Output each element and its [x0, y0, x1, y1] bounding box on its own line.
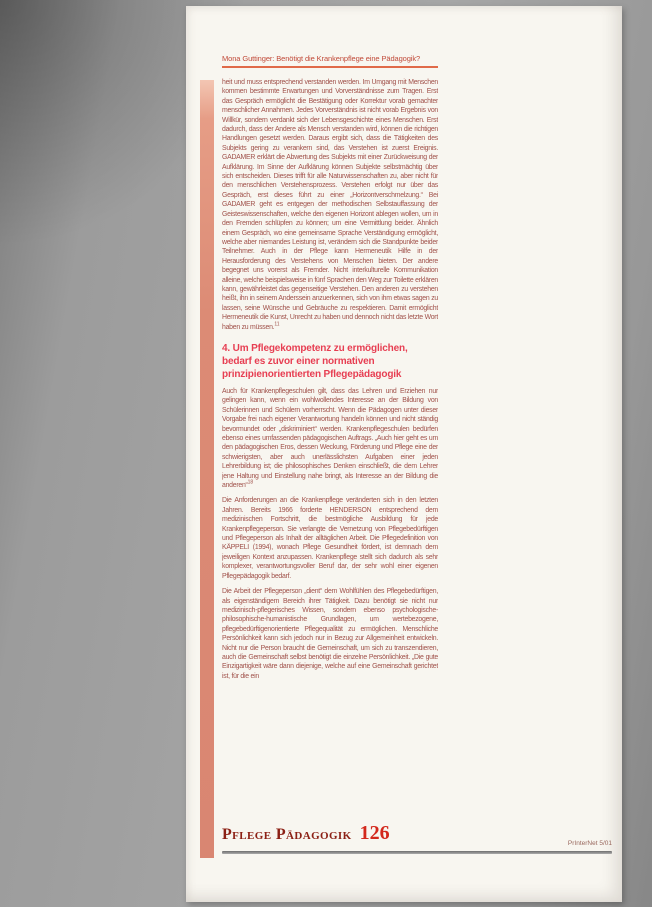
footnote-ref: 18 [247, 479, 254, 486]
running-header: Mona Guttinger: Benötigt die Krankenpflege eine Pädagogik? [222, 54, 438, 68]
page-number: 126 [359, 822, 390, 844]
footer-issue-label: PrInterNet 5/01 [567, 840, 612, 847]
body-paragraph-hermeneutics [222, 78, 438, 332]
article-body [222, 78, 438, 826]
body-paragraph-requirements: Die Anforderungen an die Krankenpflege veränderten sich in den letzten Jahren. Bereits 1966 forderte HENDERSON entsprechend dem medizinischen Fortschritt, die bestmögliche Ausbildung für jede Krankenpflegeperson. Sie verlangte die Vernetzung von Pflegebedürftigen und Pflegeperson als Inhalt der alltäglichen Arbeit. Die Pflegedefinition von KÄPPELI (1994), wonach Pflege Gesundheit fördert, ist demnach dem jeweiligen Kontext anzupassen. Krankenpflege stellt sich dadurch als sehr komplexer, verantwortungsvoller Beruf dar, der sehr wohl einer eigenen Pflegepädagogik bedarf. [222, 497, 438, 580]
document-page [186, 6, 622, 902]
accent-bar [200, 80, 214, 858]
section-heading: 4. Um Pflegekompetenz zu ermöglichen, bedarf es zuvor einer normativen prinzipienorientierten Pflegepädagogik [222, 342, 408, 380]
journal-name: Pflege Pädagogik [222, 826, 352, 843]
footnote-ref: 11 [274, 321, 280, 328]
footer-journal-title [222, 822, 390, 845]
body-paragraph-nursing-schools [222, 387, 438, 490]
paragraph-text: Auch für Krankenpflegeschulen gilt, dass das Lehren und Erziehen nur gelingen kann, wenn ein wohlwollendes Interesse an der Bildung von Schülerinnen und Schülern vorherrscht. Wenn die Pädagogen unter dieser Vorgabe frei nach eigener Verantwortung handeln können und nicht ständig bevormundet oder „diskriminiert“ werden. Krankenpflegeschulen bedürfen ebenso eines umfassenden pädagogischen Auftrags. „Auch hier geht es um den pädagogischen Eros, dessen Weckung, Förderung und Pflege eine der schwierigsten, aber auch unerlässlichsten Aufgaben einer jeden Lehrerbildung ist; die philosophisches Denken einschließt, die dem Lehrer jene Haltung und Einstellung nahe bringt, als Interesse an der Bildung die anderen“ [222, 387, 438, 490]
paragraph-text: heit und muss entsprechend verstanden werden. Im Umgang mit Menschen kommen bestimmte Erwartungen und Vorverständnisse zum Tragen. Erst das Gespräch ermöglicht die Bestätigung oder Korrektur vorab gemachter menschlicher Annahmen. Jedes Vorverständnis ist nicht vorab Ergebnis von Willkür, sondern verdankt sich der Lebensgeschichte eines Menschen. Erst dadurch, dass der Andere als Mensch verstanden wird, können die richtigen Handlungen gesetzt werden. Daraus ergibt sich, dass die Tätigkeiten des Subjekts gering zu verankern sind, das Verstehen ist zuerst Ereignis. GADAMER erklärt die Abwertung des Subjekts mit einer Zurückweisung der Aufklärung. Im Sinne der Aufklärung können Subjekte selbstmächtig über sich entscheiden. Dieses trifft für alle Naturwissenschaften zu, aber nicht für den menschlichen Verstehensprozess. Verstehen erfolgt nur über das Gespräch, erst dieses führt zu einer „Horizontverschmelzung.“ Bei GADAMER geht es entgegen der methodischen Selbstauffassung der Geisteswissenschaften, welche den eigenen Horizont ablegen wollen, um in den Fremden schlüpfen zu können; um eine Vermittlung beider. Ähnlich einem Gespräch, wo eine gemeinsame Sprache Verständigung ermöglicht, welche aber niemandes Leistung ist, verändern sich die Standpunkte beider Teilnehmer. Auch in der Pflege kann Hermeneutik Hilfe in der Herausforderung des Verstehens von Menschen bieten. Der andere begegnet uns vorerst als Fremder. Nicht interkulturelle Kommunikation alleine, welche beispielsweise in fünf Sprachen den Weg zur Toilette erklären kann, gewährleistet das gegenseitige Verstehen. Den anderen zu verstehen heißt, ihn in seinem Anderssein anzuerkennen, sich von ihm etwas sagen zu lassen, seine Wünsche und Gebräuche zu respektieren. Damit ermöglicht Hermeneutik die Kunst, Unrecht zu haben und dennoch nicht das letzte Wort haben zu müssen. [222, 79, 438, 331]
body-paragraph-care-work: Die Arbeit der Pflegeperson „dient“ dem Wohlfühlen des Pflegebedürftigen, als eigenständigem Bereich ihrer Tätigkeit. Dazu benötigt sie nicht nur medizinisch-pflegerisches Wissen, sondern ebenso psychologische-philosophische-humanistische Grundlagen, um wertebezogene, pflegebedürftigenorientierte Pflegequalität zu ermöglichen. Menschliche Persönlichkeit kann sich jedoch nur in Bezug zur Allgemeinheit entwickeln. Nicht nur die Person braucht die Gemeinschaft, um sich zu transzendieren, auch die Gemeinschaft selbst benötigt die einzelne Persönlichkeit. „Die gute Einzigartigkeit wäre dann diejenige, welche auf eine Gemeinschaft gerichtet ist, für die ein [222, 588, 438, 680]
footer-divider [222, 851, 612, 854]
